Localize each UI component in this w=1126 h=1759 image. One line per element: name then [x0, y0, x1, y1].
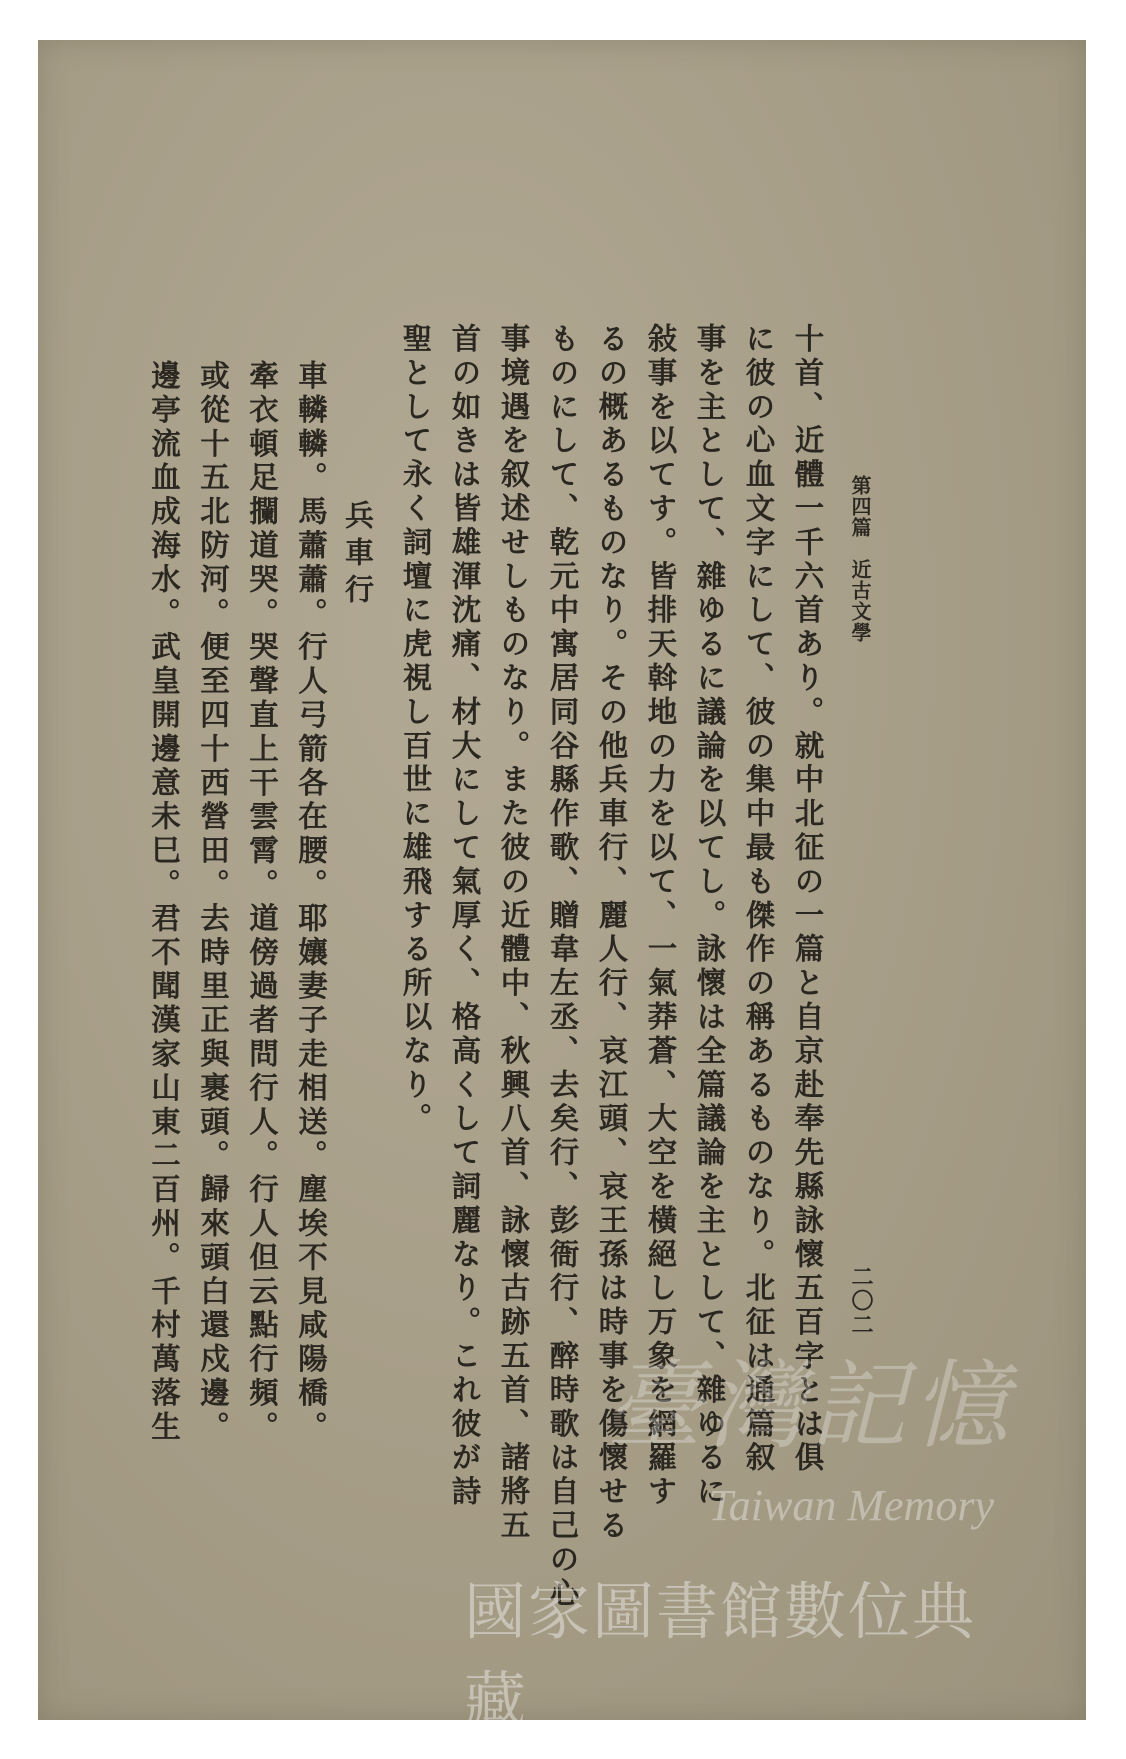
watermark-script: 臺灣記憶 [606, 1350, 1014, 1462]
poem-line-3: 或從十五北防河。便至四十西營田。去時里正與裹頭。歸來頭白還戍邊。 [196, 360, 231, 1445]
body-column-8: 首の如きは皆雄渾沈痛、材大にして氣厚く、格高くして詞麗なり。これ彼が詩 [447, 323, 483, 1510]
body-column-1: 十首、近體一千六首あり。就中北征の一篇と自京赴奉先縣詠懷五百字とは俱 [790, 323, 826, 1476]
body-column-2: に彼の心血文字にして、彼の集中最も傑作の稱あるものなり。北征は通篇叙 [741, 323, 777, 1476]
body-column-9: 聖として永く詞壇に虎視し百世に雄飛する所以なり。 [398, 323, 434, 1137]
watermark-english: Taiwan Memory [708, 1481, 994, 1530]
body-column-6: ものにして、乾元中寓居同谷縣作歌、贈韋左丞、去矣行、彭衙行、醉時歌は自己の心 [545, 323, 581, 1612]
body-column-4: 敍事を以てす。皆排天斡地の力を以て、一氣莽蒼、大空を橫絕し万象を網羅す [643, 323, 679, 1510]
poem-line-4: 邊亭流血成海水。武皇開邊意未巳。君不聞漢家山東二百州。千村萬落生 [147, 360, 182, 1445]
page-number: 二〇二 [848, 1265, 874, 1337]
poem-line-2: 牽衣頓足攔道哭。哭聲直上干雲霄。道傍過者問行人。行人但云點行頻。 [245, 360, 280, 1445]
body-column-3: 事を主として、雜ゆるに議論を以てし。詠懷は全篇議論を主として、雜ゆるに [692, 323, 728, 1510]
body-column-7: 事境遇を叙述せしものなり。また彼の近體中、秋興八首、詠懷古跡五首、諸將五 [496, 323, 532, 1544]
watermark-chinese: 國家圖書館數位典藏 [464, 1575, 977, 1737]
poem-title: 兵車行 [341, 500, 375, 611]
running-header: 第四篇 近古文學 [848, 475, 872, 643]
body-column-5: るの概あるものなり。その他兵車行、麗人行、哀江頭、哀王孫は時事を傷懷せる [594, 323, 630, 1544]
book-page [38, 40, 1086, 1737]
poem-line-1: 車轔轔。馬蕭蕭。行人弓箭各在腰。耶孃妻子走相送。塵埃不見咸陽橋。 [294, 360, 329, 1445]
